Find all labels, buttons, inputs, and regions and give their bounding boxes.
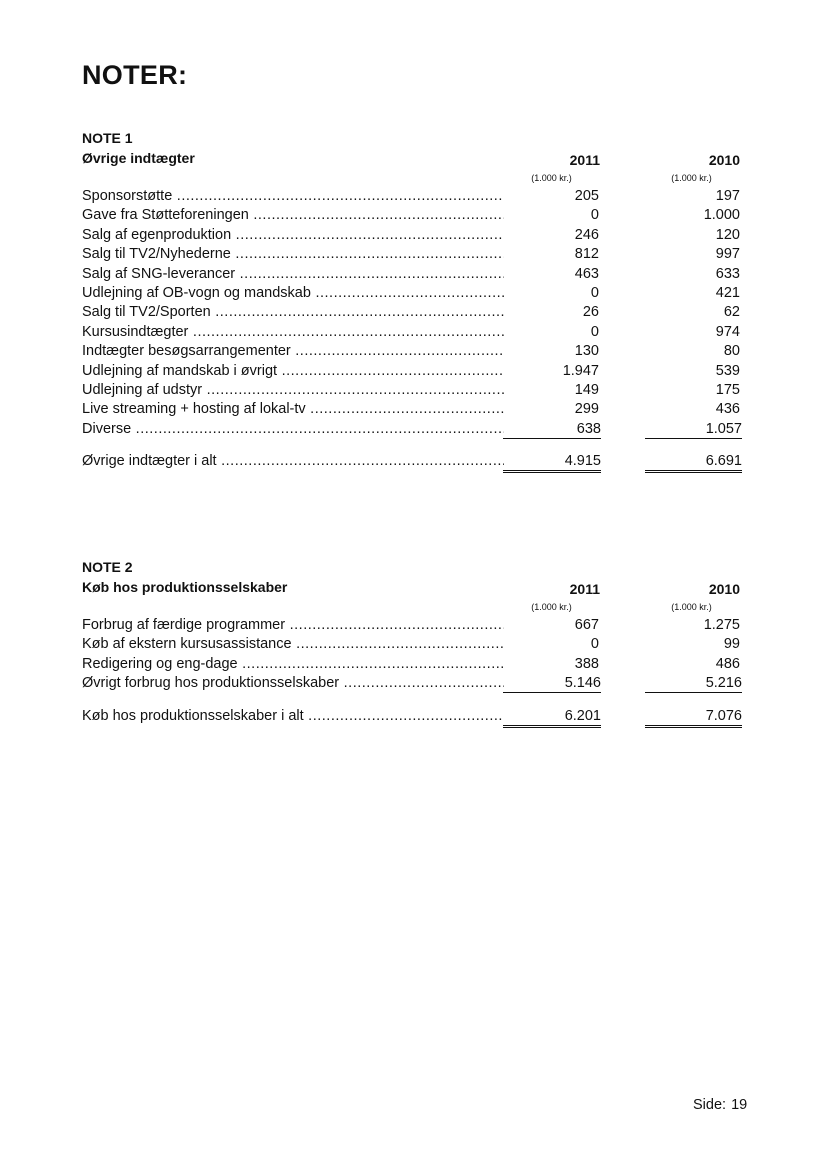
row-label: Udlejning af mandskab i øvrigt ..... (82, 362, 504, 381)
value-2011: 638 (503, 420, 601, 439)
table-row (82, 187, 742, 206)
row-label: Salg til TV2/Nyhederne ..... (82, 245, 504, 264)
year-previous: 2010 (708, 581, 740, 597)
table-row (82, 206, 742, 225)
value-2010: 99 (723, 636, 740, 653)
value-2011: 0 (590, 284, 599, 301)
page-heading: NOTER: (82, 60, 188, 90)
row-label: Øvrigt forbrug hos produktionsselskaber ..... (82, 674, 504, 693)
row-label: Salg af SNG-leverancer ..... (82, 265, 504, 284)
note-header-row (82, 577, 742, 599)
unit-row (82, 170, 742, 187)
total-2011: 4.915 (503, 451, 601, 473)
table-row (82, 381, 742, 400)
note-1 (82, 128, 742, 473)
table-row (82, 226, 742, 245)
page-number (688, 1097, 747, 1113)
value-2010: 5.216 (645, 674, 742, 693)
table-row (82, 342, 742, 361)
value-2010: 486 (715, 655, 740, 672)
table-row (82, 655, 742, 674)
row-label: Sponsorstøtte ..... (82, 187, 504, 206)
unit-previous: (1.000 kr.) (671, 173, 712, 183)
row-label: Indtægter besøgsarrangementer ..... (82, 342, 504, 361)
row-label: Udlejning af udstyr ..... (82, 381, 504, 400)
value-2011: 246 (574, 226, 599, 243)
year-previous: 2010 (708, 152, 740, 168)
table-row (82, 245, 742, 264)
table-row (82, 362, 742, 381)
value-2010: 436 (715, 401, 740, 418)
note-number: NOTE 1 (82, 130, 133, 146)
total-2011: 6.201 (503, 706, 601, 728)
value-2010: 197 (715, 188, 740, 204)
row-label: Kursusindtægter ..... (82, 323, 504, 342)
table-row (82, 323, 742, 342)
note-2 (82, 557, 742, 728)
value-2011: 0 (590, 323, 599, 340)
year-current: 2011 (569, 152, 600, 168)
table-row (82, 265, 742, 284)
value-2010: 1.057 (645, 420, 742, 439)
unit-current: (1.000 kr.) (531, 602, 572, 612)
row-label: Udlejning af OB-vogn og mandskab ..... (82, 284, 504, 303)
value-2011: 1.947 (562, 362, 599, 379)
year-current: 2011 (569, 581, 600, 597)
value-2010: 539 (715, 362, 740, 379)
row-label: Gave fra Støtteforeningen ..... (82, 206, 504, 225)
page-label: Side: (693, 1097, 727, 1113)
table-row (82, 616, 742, 635)
unit-previous: (1.000 kr.) (671, 602, 712, 612)
total-row (82, 451, 742, 473)
value-2010: 974 (715, 323, 740, 340)
unit-row (82, 599, 742, 616)
value-2011: 205 (574, 188, 599, 204)
table-row (82, 400, 742, 419)
row-label: Køb af ekstern kursusassistance ..... (82, 635, 504, 654)
row-label: Redigering og eng-dage ..... (82, 655, 504, 674)
unit-current: (1.000 kr.) (531, 173, 572, 183)
value-2011: 812 (574, 246, 599, 263)
value-2011: 0 (590, 636, 599, 653)
value-2011: 5.146 (503, 674, 601, 693)
value-2011: 149 (574, 381, 599, 398)
value-2011: 667 (574, 617, 599, 633)
note-number: NOTE 2 (82, 559, 133, 575)
value-2010: 1.000 (703, 207, 740, 224)
value-2010: 1.275 (703, 617, 740, 633)
table-row (82, 284, 742, 303)
row-label: Diverse ..... (82, 420, 504, 439)
total-row (82, 706, 742, 728)
row-label: Salg af egenproduktion ..... (82, 226, 504, 245)
table-row (82, 635, 742, 654)
table-row (82, 303, 742, 322)
value-2011: 0 (590, 207, 599, 224)
row-label: Forbrug af færdige programmer ..... (82, 616, 504, 635)
note-header-row (82, 148, 742, 170)
value-2010: 421 (715, 284, 740, 301)
total-2010: 6.691 (645, 451, 742, 473)
value-2011: 463 (574, 265, 599, 282)
value-2010: 62 (723, 304, 740, 321)
table-row (82, 674, 742, 693)
value-2010: 120 (715, 226, 740, 243)
value-2011: 299 (574, 401, 599, 418)
total-2010: 7.076 (645, 706, 742, 728)
total-label: Køb hos produktionsselskaber i alt ..... (82, 706, 504, 726)
page-number-value: 19 (731, 1097, 748, 1113)
value-2010: 997 (715, 246, 740, 263)
row-label: Salg til TV2/Sporten ..... (82, 303, 504, 322)
value-2011: 26 (582, 304, 599, 321)
note-title: Øvrige indtægter (82, 150, 195, 166)
total-label: Øvrige indtægter i alt ..... (82, 451, 504, 471)
row-label: Live streaming + hosting af lokal-tv ..... (82, 400, 504, 419)
value-2011: 388 (574, 655, 599, 672)
value-2010: 633 (715, 265, 740, 282)
table-row (82, 420, 742, 439)
value-2010: 80 (723, 343, 740, 360)
note-title: Køb hos produktionsselskaber (82, 579, 288, 595)
value-2011: 130 (574, 343, 599, 360)
value-2010: 175 (715, 381, 740, 398)
